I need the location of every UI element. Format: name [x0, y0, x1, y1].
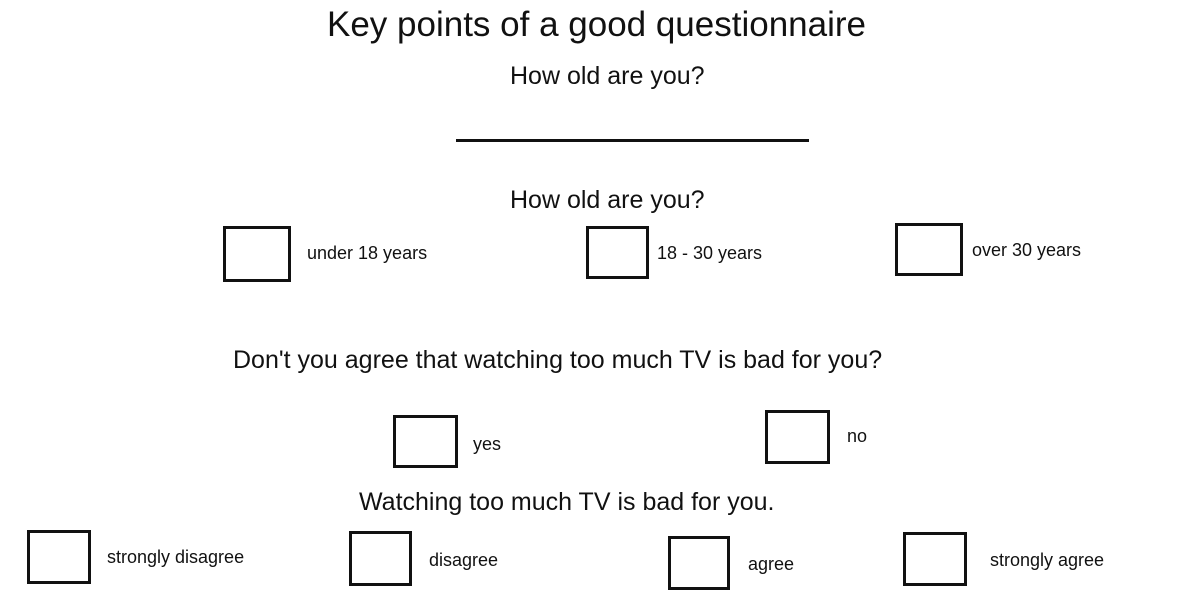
q2-option-2-checkbox[interactable]: [586, 226, 649, 279]
q2-option-3-checkbox[interactable]: [895, 223, 963, 276]
q4-option-1-checkbox[interactable]: [27, 530, 91, 584]
q4-option-4-label: strongly agree: [990, 550, 1105, 570]
q4-option-2-label: disagree: [429, 550, 499, 570]
q3-option-yes-checkbox[interactable]: [393, 415, 458, 468]
q3-option-no-checkbox[interactable]: [765, 410, 830, 464]
question-2-text: How old are you?: [510, 186, 705, 214]
question-3-text: Don't you agree that watching too much TV is bad for you?: [233, 346, 883, 374]
q1-answer-line[interactable]: [456, 139, 809, 142]
q4-option-3-checkbox[interactable]: [668, 536, 730, 590]
q2-option-1-label: under 18 years: [307, 243, 428, 263]
q4-option-4-checkbox[interactable]: [903, 532, 967, 586]
question-1-text: How old are you?: [510, 62, 705, 90]
q4-option-1-label: strongly disagree: [107, 547, 245, 567]
q3-option-no-label: no: [847, 426, 868, 446]
q4-option-3-label: agree: [748, 554, 795, 574]
q2-option-3-label: over 30 years: [972, 240, 1082, 260]
q4-option-2-checkbox[interactable]: [349, 531, 412, 586]
q3-option-yes-label: yes: [473, 434, 502, 454]
q2-option-1-checkbox[interactable]: [223, 226, 291, 282]
question-4-text: Watching too much TV is bad for you.: [359, 488, 775, 516]
q2-option-2-label: 18 - 30 years: [657, 243, 763, 263]
page-title: Key points of a good questionnaire: [327, 5, 866, 44]
